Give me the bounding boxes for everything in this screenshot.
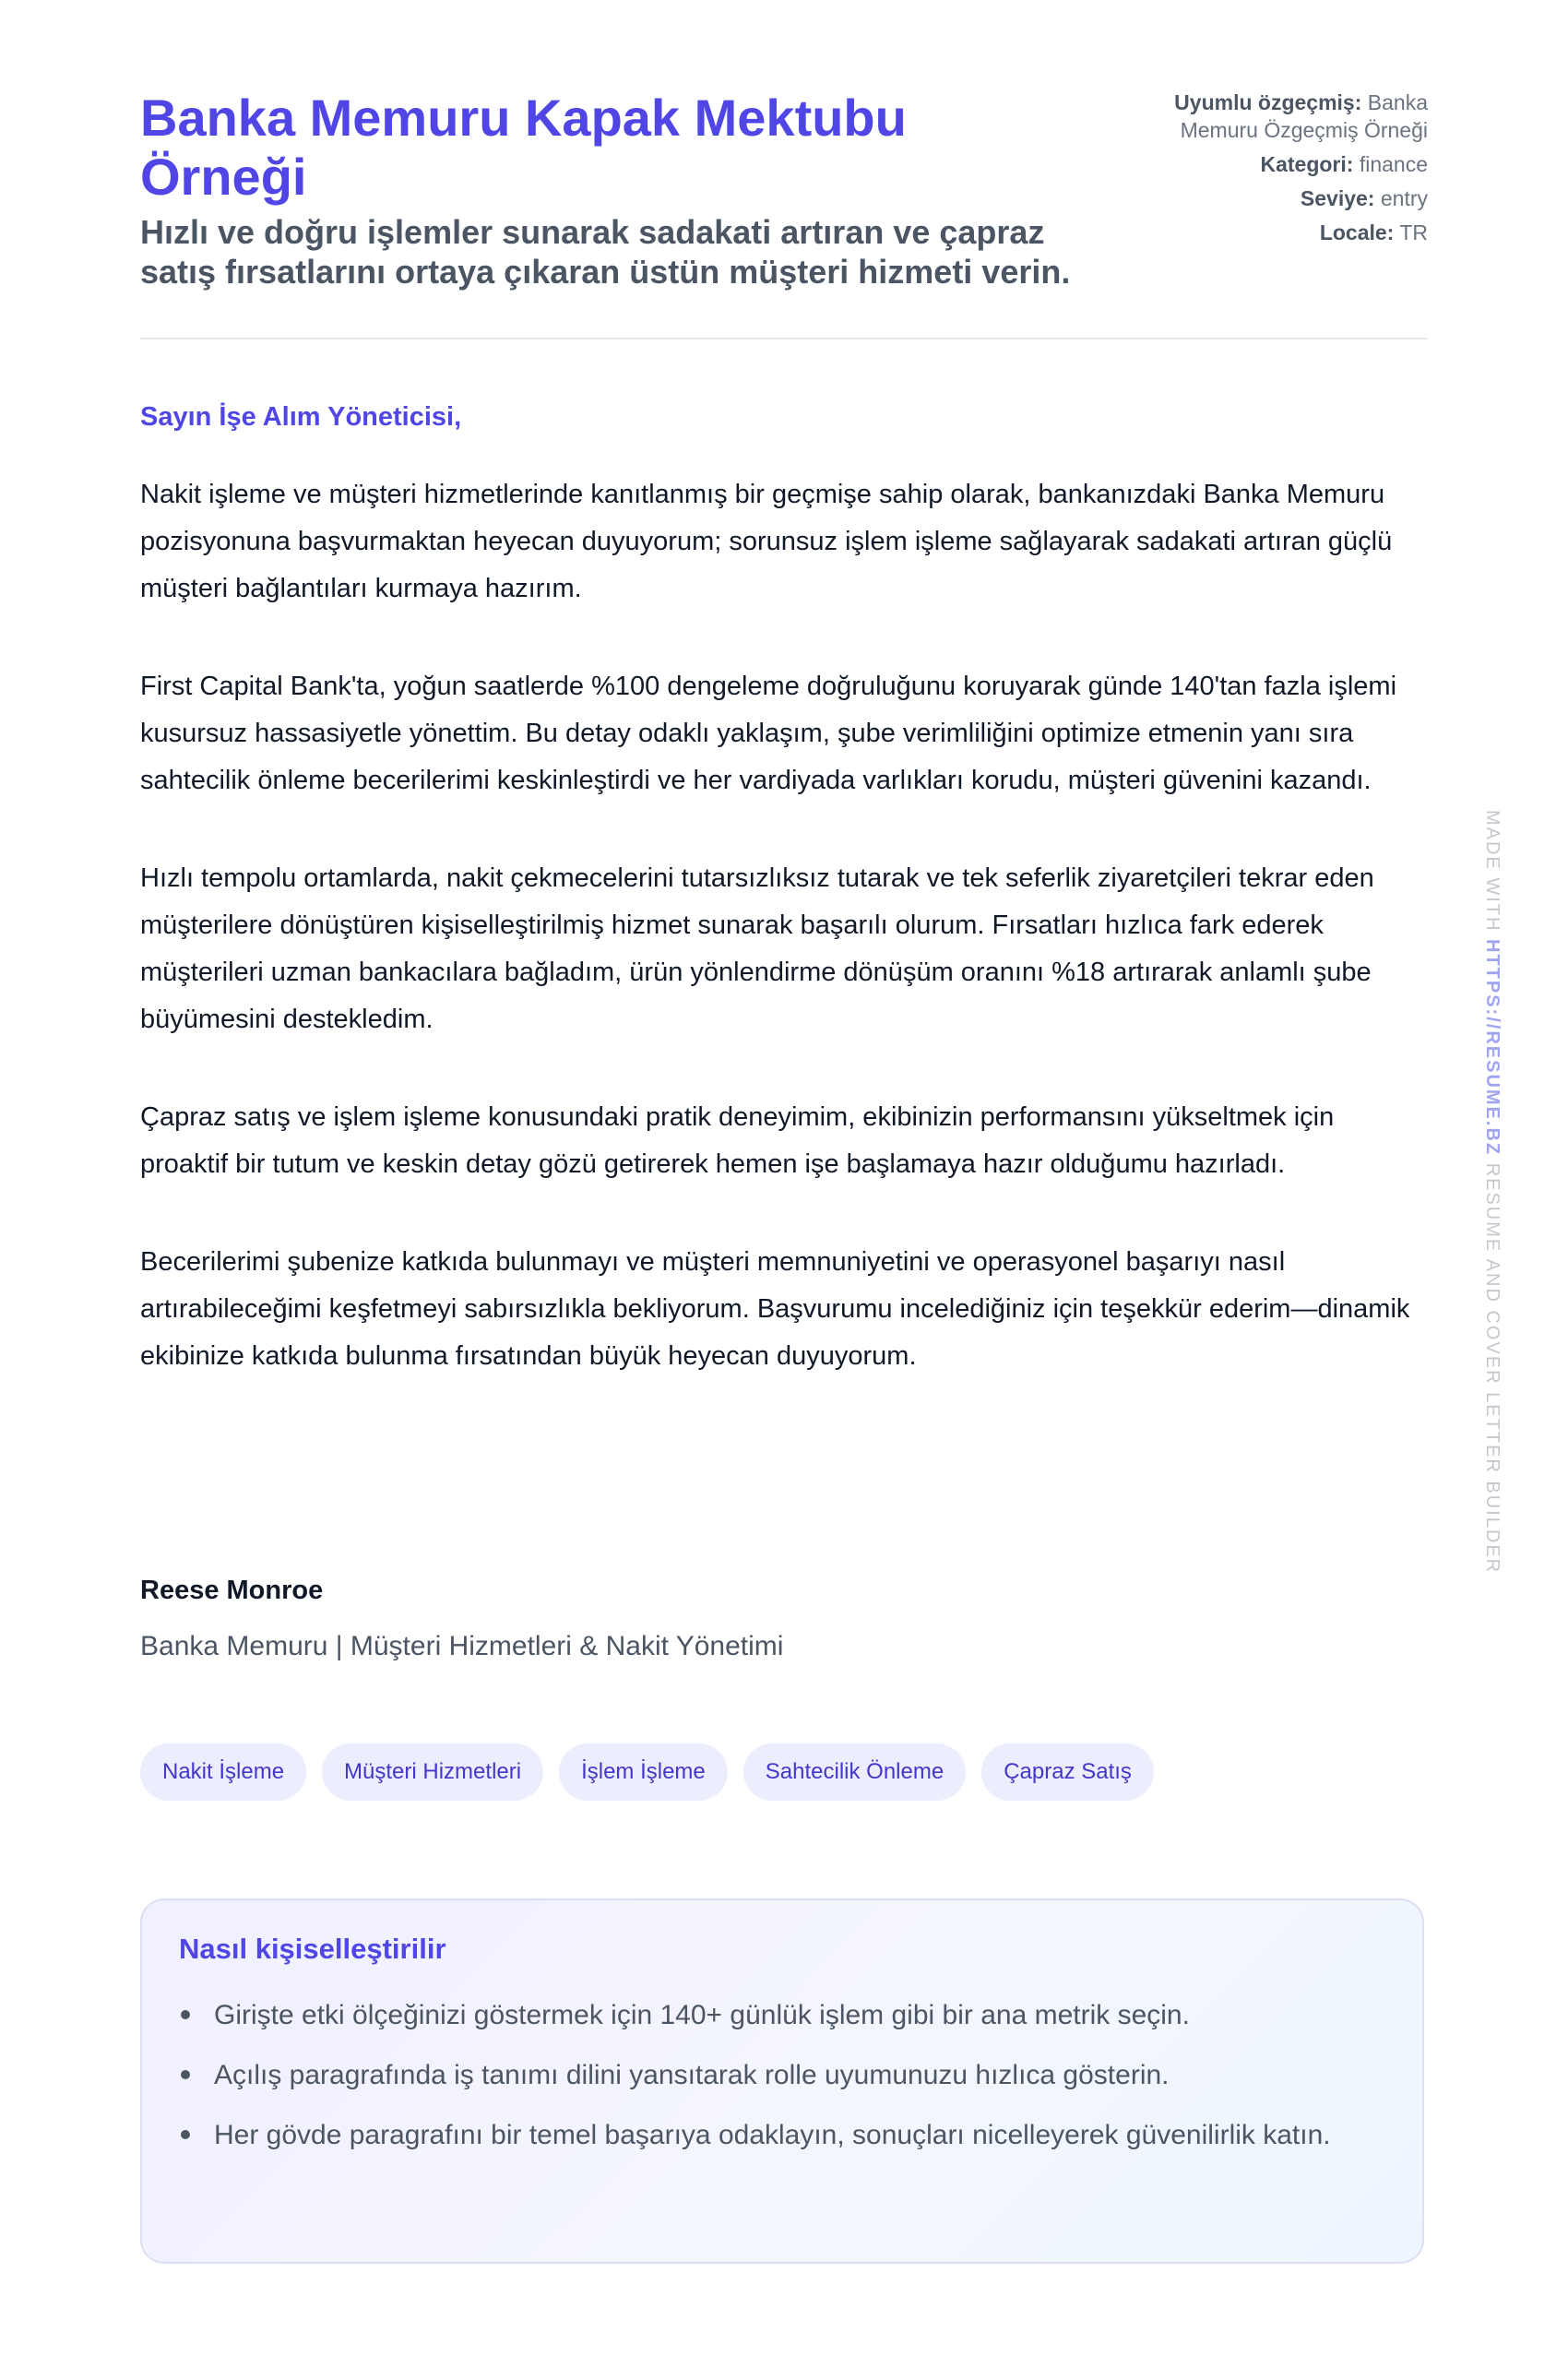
meta-locale-value: TR — [1399, 220, 1428, 244]
tips-list — [179, 1992, 1385, 2159]
vertical-watermark — [1482, 810, 1520, 1575]
meta-compatible-resume — [1123, 89, 1428, 144]
bullet-icon — [181, 2130, 190, 2139]
tip-text: Girişte etki ölçeğinizi göstermek için 140+ günlük işlem gibi bir ana metrik seçin. — [214, 2000, 1190, 2030]
bullet-icon — [181, 2070, 190, 2079]
letter-paragraph-3: Hızlı tempolu ortamlarda, nakit çekmecelerini tutarsızlıksız tutarak ve tek seferlik ziyaretçileri tekrar eden müşterilere dönüştüren kişiselleştirilmiş hizmet sunarak başarılı olurum. Fırsatları hızlıca fark ederek müşterileri uzman bankacılara bağladım, ürün yönlendirme dönüşüm oranını %18 artırarak anlamlı şube büyümesini destekledim. — [140, 863, 1374, 1034]
watermark-suffix: RESUME AND COVER LETTER BUILDER — [1482, 1162, 1503, 1575]
skill-tag: Sahtecilik Önleme — [743, 1743, 966, 1801]
document-header — [140, 89, 1428, 339]
meta-category-label: Kategori: — [1260, 152, 1354, 176]
meta-locale-label: Locale: — [1319, 220, 1395, 244]
signature-role: Banka Memuru | Müşteri Hizmetleri & Nakit Yönetimi — [140, 1631, 784, 1661]
letter-paragraph-1: Nakit işleme ve müşteri hizmetlerinde kanıtlanmış bir geçmişe sahip olarak, bankanızdaki Banka Memuru pozisyonuna başvurmaktan heyecan duyuyorum; sorunsuz işlem işleme sağlayarak sadakati artıran güçlü müşteri bağlantıları kurmaya hazırım. — [140, 480, 1393, 603]
skill-tag: Nakit İşleme — [140, 1743, 306, 1801]
skill-tag: İşlem İşleme — [559, 1743, 728, 1801]
letter-paragraph-5: Becerilerimi şubenize katkıda bulunmayı ve müşteri memnuniyetini ve operasyonel başarıyı nasıl artırabileceğimi keşfetmeyi sabırsızlıkla bekliyorum. Başvurumu incelediğiniz için teşekkür ederim—dinamik ekibinize katkıda bulunma fırsatından büyük heyecan duyuyorum. — [140, 1247, 1410, 1371]
watermark-text — [1481, 810, 1503, 1575]
skill-tags — [140, 1743, 1428, 1801]
watermark-prefix: MADE WITH — [1482, 810, 1503, 933]
meta-level-label: Seviye: — [1300, 186, 1375, 210]
cover-letter-page — [140, 89, 1428, 2150]
tip-text: Açılış paragrafında iş tanımı dilini yansıtarak rolle uyumunuzu hızlıca gösterin. — [214, 2060, 1170, 2090]
personalization-tips — [140, 1898, 1424, 2264]
watermark-link[interactable]: HTTPS://RESUME.BZ — [1482, 939, 1503, 1157]
page-subtitle: Hızlı ve doğru işlemler sunarak sadakati artıran ve çapraz satış fırsatlarını ortaya çıkaran üstün müşteri hizmeti verin. — [140, 213, 1071, 291]
meta-locale — [1123, 219, 1428, 246]
meta-level-value: entry — [1380, 186, 1428, 210]
tip-item — [179, 2112, 1339, 2159]
meta-level — [1123, 184, 1428, 212]
meta-category — [1123, 150, 1428, 178]
bullet-icon — [181, 2010, 190, 2019]
meta-compatible-value[interactable]: Banka Memuru Özgeçmiş Örneği — [1180, 90, 1428, 142]
letter-body — [140, 400, 1428, 1431]
letter-paragraph-2: First Capital Bank'ta, yoğun saatlerde %100 dengeleme doğruluğunu koruyarak günde 140'tan fazla işlemi kusursuz hassasiyetle yönettim. Bu detay odaklı yaklaşım, şube verimliliğini optimize etmenin yanı sıra sahtecilik önleme becerilerimi keskinleştirdi ve her vardiyada varlıkları korudu, müşteri güvenini kazandı. — [140, 672, 1397, 795]
tip-item — [179, 2052, 1339, 2099]
tip-text: Her gövde paragrafını bir temel başarıya odaklayın, sonuçları nicelleyerek güvenilirlik katın. — [214, 2120, 1331, 2150]
page-title: Banka Memuru Kapak Mektubu Örneği — [140, 89, 907, 206]
skill-tag: Çapraz Satış — [981, 1743, 1154, 1801]
meta-compatible-label: Uyumlu özgeçmiş: — [1174, 90, 1362, 114]
letter-paragraph-4: Çapraz satış ve işlem işleme konusundaki pratik deneyimim, ekibinizin performansını yükseltmek için proaktif bir tutum ve keskin detay gözü getirerek hemen işe başlamaya hazır olduğumu hazırladı. — [140, 1102, 1335, 1179]
signature-name: Reese Monroe — [140, 1576, 324, 1605]
document-meta — [1123, 89, 1428, 253]
meta-category-value: finance — [1359, 152, 1428, 176]
skill-tag: Müşteri Hizmetleri — [322, 1743, 543, 1801]
tip-item — [179, 1992, 1339, 2039]
letter-salutation: Sayın İşe Alım Yöneticisi, — [140, 402, 462, 432]
tips-title: Nasıl kişiselleştirilir — [179, 1933, 446, 1965]
